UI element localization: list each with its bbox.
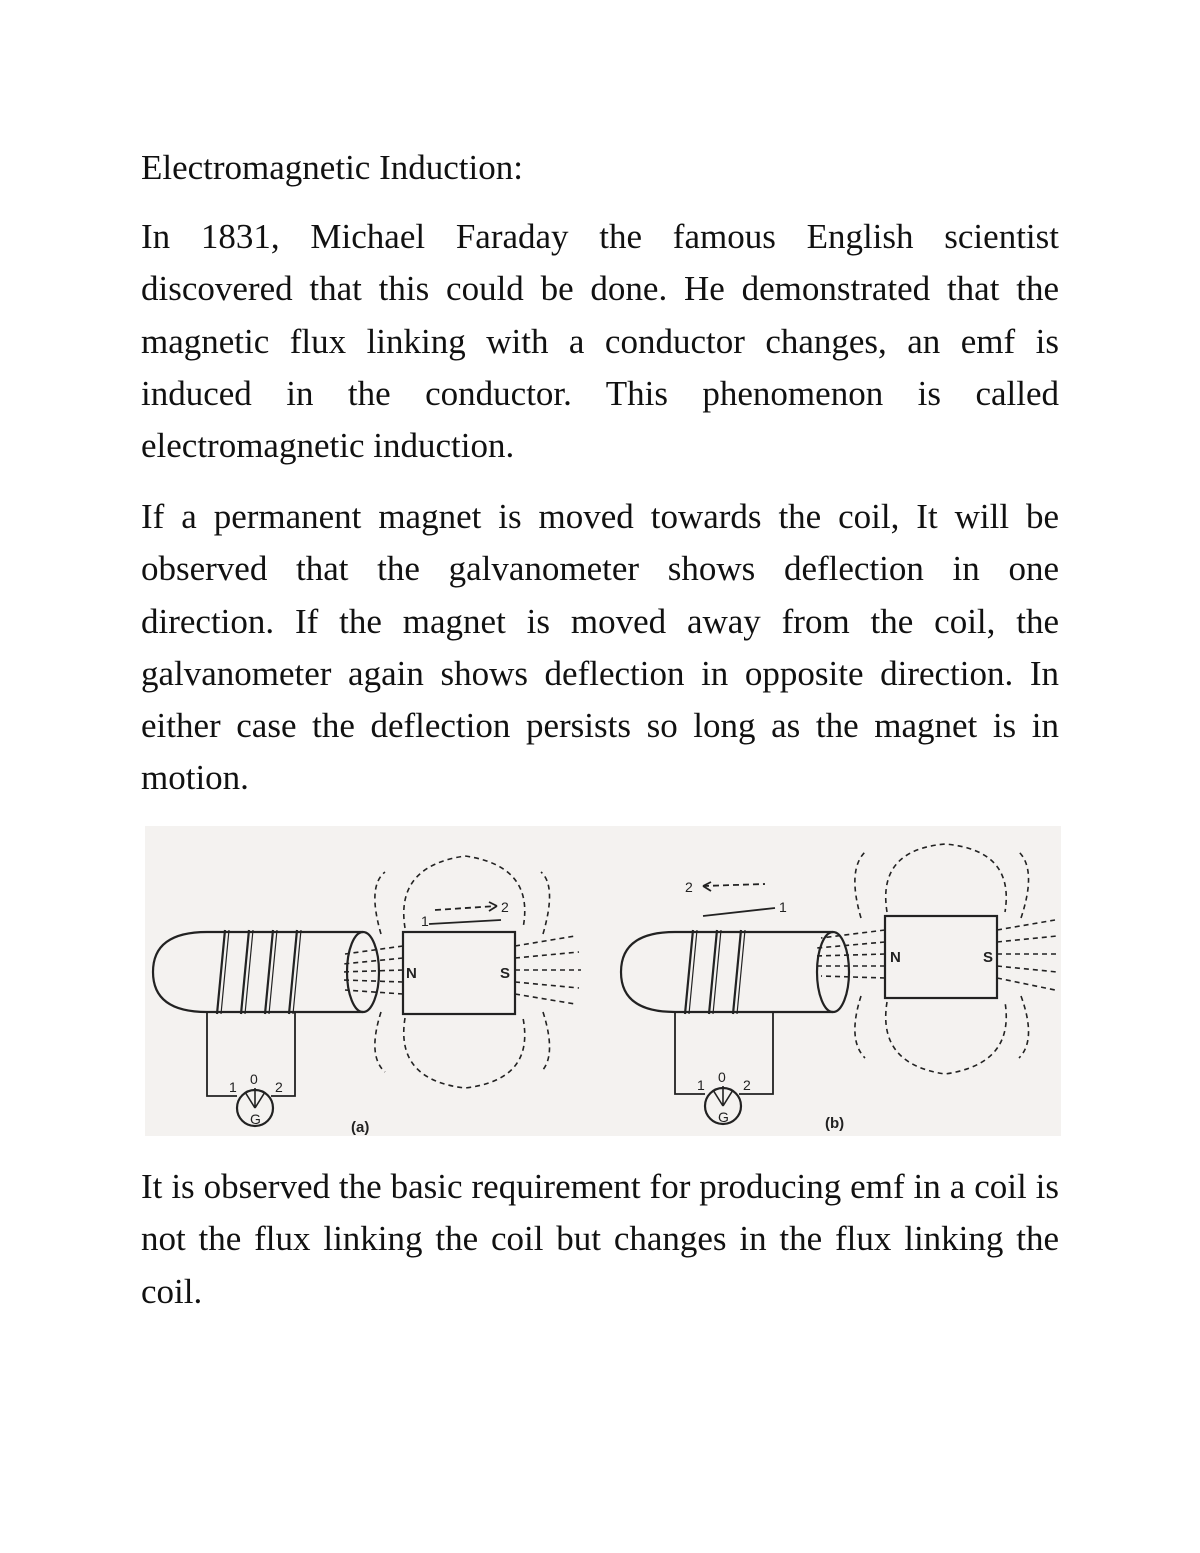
arrow-start-a: 1 — [421, 913, 429, 929]
motion-arrow-a — [429, 920, 501, 924]
bar-magnet — [403, 932, 515, 1014]
caption-a: (a) — [351, 1119, 370, 1136]
paragraph-faraday-discovery: In 1831, Michael Faraday the famous English scientist discovered that this could be done. He demonstrated that the magnetic flux linking with a conductor changes, an emf is induced in the conductor. This phenomenon is called electromagnetic induction. — [141, 217, 1059, 466]
arrow-end-a: 2 — [501, 899, 509, 915]
galvanometer-label-b: G — [718, 1109, 729, 1125]
bar-magnet — [885, 916, 997, 998]
coil-core — [153, 932, 363, 1012]
magnet-north-b: N — [890, 949, 901, 966]
caption-b: (b) — [825, 1115, 845, 1132]
magnet-north-a: N — [406, 965, 417, 982]
scale-right-a: 2 — [275, 1079, 283, 1095]
coil-windings — [685, 930, 745, 1014]
arrow-end-b: 1 — [779, 899, 787, 915]
paragraph-flux-change: It is observed the basic requirement for producing emf in a coil is not the flux linking the coil but changes in the flux linking the coil. — [141, 1167, 1059, 1311]
arrow-start-b: 2 — [685, 879, 693, 895]
scale-right-b: 2 — [743, 1077, 751, 1093]
coil-core-end — [817, 932, 849, 1012]
field-lines — [815, 844, 1059, 1074]
section-heading: Electromagnetic Induction: — [141, 148, 523, 187]
magnet-south-b: S — [983, 949, 994, 966]
induction-diagram — [145, 826, 1061, 1136]
scale-zero-a: 0 — [250, 1071, 258, 1087]
coil-windings — [217, 930, 301, 1014]
scale-left-a: 1 — [229, 1079, 237, 1095]
motion-arrow-b — [703, 908, 775, 916]
galvanometer-label-a: G — [250, 1111, 261, 1127]
field-lines — [341, 856, 581, 1088]
coil-core — [621, 932, 833, 1012]
scale-left-b: 1 — [697, 1077, 705, 1093]
magnet-south-a: S — [500, 965, 511, 982]
paragraph-magnet-motion: If a permanent magnet is moved towards the coil, It will be observed that the galvanometer shows deflection in one direction. If the magnet is moved away from the coil, the galvanometer again shows deflection in opposite direction. In either case the deflection persists so long as the magnet is in motion. — [141, 497, 1059, 798]
panel-a — [153, 856, 581, 1126]
scale-zero-b: 0 — [718, 1069, 726, 1085]
